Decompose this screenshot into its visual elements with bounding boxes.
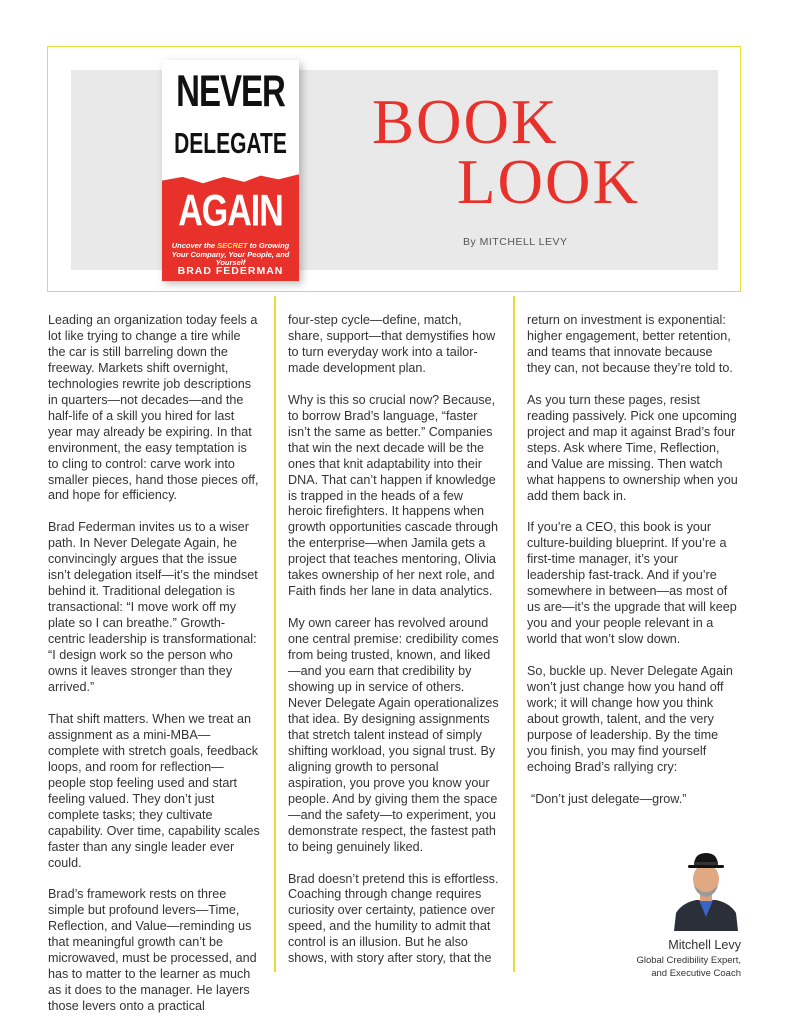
paragraph: return on investment is exponential: higher engagement, better retention, and teams that innovate because they can, not because they’re told to. xyxy=(527,313,733,375)
paragraph: four-step cycle—define, match, share, support—that demystifies how to turn everyday work into a tailor-made development plan. xyxy=(288,313,496,375)
book-title-line1: NEVER xyxy=(176,65,285,116)
book-subtitle-secret: SECRET xyxy=(217,241,248,250)
book-author: BRAD FEDERMAN xyxy=(177,265,284,277)
book-cover xyxy=(162,60,299,281)
book-subtitle-post: to Growing Your Company, Your People, and Yourself xyxy=(171,241,290,268)
signature-title: and Executive Coach xyxy=(651,968,741,979)
book-subtitle xyxy=(170,242,291,268)
author-portrait-image xyxy=(672,849,740,931)
paragraph: That shift matters. When we treat an assignment as a mini-MBA—complete with stretch goals, feedback loops, and room for reflection—people stop feeling used and start feeling valued. They don’t just complete tasks; they cultivate capability. Over time, capability scales faster than any single leader ever could. xyxy=(48,711,260,870)
paragraph: If you’re a CEO, this book is your culture-building blueprint. If you’re a first-time manager, it’s your leadership fast-track. And if you’re somewhere in between—as most of us are—it’s the upgrade that will keep you and your people relevant in a world that won’t slow down. xyxy=(527,520,737,647)
paragraph: Leading an organization today feels a lot like trying to change a tire while the car is still barreling down the freeway. Markets shift overnight, technologies rewrite job descriptions in quarters—not decades—and the half-life of a skill you hired for last year may already be expiring. In that environment, the easy temptation is to cling to control: carve work into smaller pieces, hand those pieces off, and hope for efficiency. xyxy=(48,313,259,503)
pull-quote: “Don’t just delegate—grow.” xyxy=(531,791,687,806)
paragraph: So, buckle up. Never Delegate Again won’t just change how you hand off work; it will change how you think about growth, talent, and the very purpose of leadership. By the time you finish, you may find yourself echoing Brad’s rallying cry: xyxy=(527,664,733,774)
signature-name: Mitchell Levy xyxy=(668,938,741,952)
article-column-2 xyxy=(288,313,500,983)
book-subtitle-pre: Uncover the xyxy=(171,241,218,250)
paragraph: Why is this so crucial now? Because, to borrow Brad’s language, “faster isn’t the same as better.” Companies that win the next decade will be the ones that knit adaptability into their DNA. That can’t happen if knowledge is trapped in the heads of a few heroic firefighters. It happens when growth opportunities cascade through the enterprise—when Jamila gets a project that teaches mentoring, Olivia takes ownership of her next role, and Faith finds her lane in data analytics. xyxy=(288,392,499,599)
signature-title: Global Credibility Expert, xyxy=(636,955,741,966)
byline: By MITCHELL LEVY xyxy=(463,236,568,248)
paragraph: My own career has revolved around one central premise: credibility comes from being trusted, known, and liked—and you earn that credibility by showing up in service of others. Never Delegate Again operationalizes that idea. By designing assignments that stretch talent instead of simply shifting workload, you signal trust. By aligning growth to personal aspiration, you prove you know your people. And by giving them the space—and the safety—to experiment, you demonstrate respect, the fastest path to being genuinely liked. xyxy=(288,616,499,854)
book-title-line3: AGAIN xyxy=(178,186,283,236)
column-divider xyxy=(513,296,515,972)
book-look-title xyxy=(372,87,692,217)
paragraph: Brad’s framework rests on three simple but profound levers—Time, Reflection, and Value—reminding us that meaningful growth can’t be microwaved, must be processed, and has to matter to the learner as much as it does to the manager. He layers those levers onto a practical xyxy=(48,887,257,1014)
author-portrait xyxy=(672,849,740,931)
paragraph: Brad doesn’t pretend this is effortless. Coaching through change requires curiosity over certainty, patience over speed, and the humility to admit that control is an illusion. But he also shows, with story after story, that the xyxy=(288,871,499,966)
book-title-line2: DELEGATE xyxy=(174,128,287,160)
column-divider xyxy=(274,296,276,972)
paragraph: As you turn these pages, resist reading passively. Pick one upcoming project and map it against Brad’s four steps. Ask where Time, Reflection, and Value are missing. Then watch what happens to ownership when you add them back in. xyxy=(527,392,738,503)
book-look-title-line2: LOOK xyxy=(457,147,640,217)
article-column-1 xyxy=(48,313,260,1031)
paragraph: Brad Federman invites us to a wiser path. In Never Delegate Again, he convincingly argues that the issue isn’t delegation itself—it’s the mindset behind it. Traditional delegation is transactional: “I move work off my plate so I can breathe.” Growth-centric leadership is transformational: “I design work so the person who owns it leaves stronger than they arrived.” xyxy=(48,520,258,694)
article-column-3 xyxy=(527,313,739,824)
book-look-title-line1: BOOK xyxy=(372,87,559,157)
